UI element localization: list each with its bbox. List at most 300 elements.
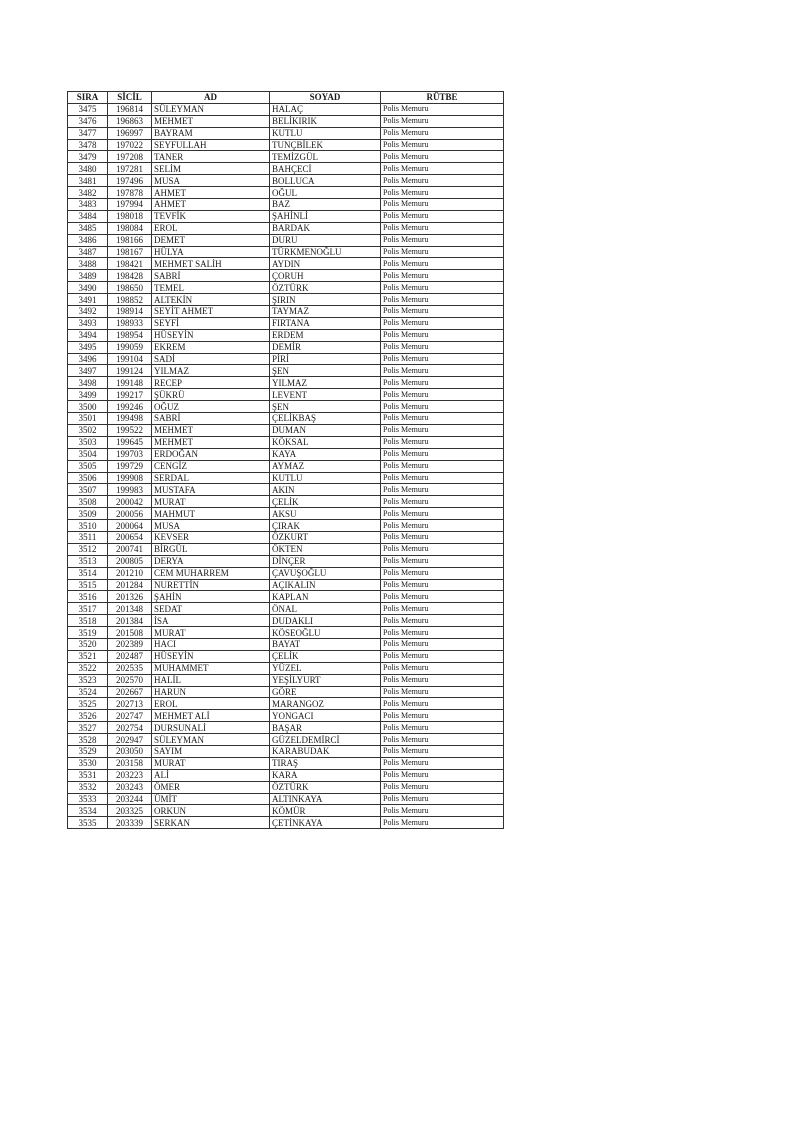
- table-row: [68, 722, 504, 734]
- table-row: [68, 793, 504, 805]
- sira-cell: 3490: [68, 282, 108, 294]
- sira-cell: 3491: [68, 294, 108, 306]
- sicil-cell: 198852: [108, 294, 152, 306]
- table-row: [68, 424, 504, 436]
- sicil-cell: 202667: [108, 686, 152, 698]
- table-row: [68, 615, 504, 627]
- sira-cell: 3510: [68, 520, 108, 532]
- soyad-cell: ÖZTÜRK: [270, 282, 381, 294]
- sira-cell: 3498: [68, 377, 108, 389]
- rutbe-cell: Polis Memuru: [381, 365, 504, 377]
- sicil-cell: 202747: [108, 710, 152, 722]
- sira-cell: 3487: [68, 246, 108, 258]
- table-row: [68, 163, 504, 175]
- rutbe-cell: Polis Memuru: [381, 329, 504, 341]
- rutbe-cell: Polis Memuru: [381, 424, 504, 436]
- ad-cell: ALİ: [152, 769, 270, 781]
- table-row: [68, 555, 504, 567]
- rutbe-cell: Polis Memuru: [381, 734, 504, 746]
- sicil-cell: 200654: [108, 531, 152, 543]
- soyad-cell: KÖSEOĞLU: [270, 627, 381, 639]
- table-row: [68, 734, 504, 746]
- ad-cell: MEHMET: [152, 424, 270, 436]
- table-row: [68, 234, 504, 246]
- sira-cell: 3485: [68, 222, 108, 234]
- soyad-cell: AKIN: [270, 484, 381, 496]
- rutbe-cell: Polis Memuru: [381, 698, 504, 710]
- ad-cell: MURAT: [152, 627, 270, 639]
- rutbe-cell: Polis Memuru: [381, 341, 504, 353]
- table-row: [68, 294, 504, 306]
- ad-cell: SEYFULLAH: [152, 139, 270, 151]
- soyad-cell: GÖRE: [270, 686, 381, 698]
- sicil-cell: 198428: [108, 270, 152, 282]
- ad-cell: DERYA: [152, 555, 270, 567]
- ad-cell: TEVFİK: [152, 210, 270, 222]
- rutbe-cell: Polis Memuru: [381, 745, 504, 757]
- rutbe-cell: Polis Memuru: [381, 187, 504, 199]
- table-row: [68, 805, 504, 817]
- rutbe-cell: Polis Memuru: [381, 603, 504, 615]
- soyad-cell: ÇETİNKAYA: [270, 817, 381, 829]
- sicil-cell: 196997: [108, 127, 152, 139]
- soyad-cell: ÖKTEN: [270, 543, 381, 555]
- sira-cell: 3523: [68, 674, 108, 686]
- soyad-cell: BAŞAR: [270, 722, 381, 734]
- rutbe-cell: Polis Memuru: [381, 710, 504, 722]
- sicil-cell: 201326: [108, 591, 152, 603]
- ad-cell: BAYRAM: [152, 127, 270, 139]
- sicil-cell: 199148: [108, 377, 152, 389]
- soyad-cell: BOLLUCA: [270, 175, 381, 187]
- sira-cell: 3476: [68, 115, 108, 127]
- table-row: [68, 246, 504, 258]
- ad-cell: SABRİ: [152, 413, 270, 425]
- ad-cell: ORKUN: [152, 805, 270, 817]
- sicil-cell: 199217: [108, 389, 152, 401]
- sicil-cell: 199246: [108, 401, 152, 413]
- table-row: [68, 389, 504, 401]
- sira-cell: 3502: [68, 424, 108, 436]
- ad-cell: SERKAN: [152, 817, 270, 829]
- sira-cell: 3482: [68, 187, 108, 199]
- sicil-cell: 202487: [108, 650, 152, 662]
- rutbe-cell: Polis Memuru: [381, 413, 504, 425]
- table-row: [68, 187, 504, 199]
- sicil-cell: 203050: [108, 745, 152, 757]
- rutbe-cell: Polis Memuru: [381, 163, 504, 175]
- sicil-cell: 202713: [108, 698, 152, 710]
- soyad-cell: ALTINKAYA: [270, 793, 381, 805]
- rutbe-cell: Polis Memuru: [381, 543, 504, 555]
- ad-cell: ŞÜKRÜ: [152, 389, 270, 401]
- sira-cell: 3503: [68, 436, 108, 448]
- ad-cell: SÜLEYMAN: [152, 734, 270, 746]
- rutbe-cell: Polis Memuru: [381, 210, 504, 222]
- sicil-cell: 196863: [108, 115, 152, 127]
- table-row: [68, 603, 504, 615]
- soyad-cell: YÜZEL: [270, 662, 381, 674]
- rutbe-cell: Polis Memuru: [381, 591, 504, 603]
- sira-cell: 3481: [68, 175, 108, 187]
- soyad-cell: ÇIRAK: [270, 520, 381, 532]
- rutbe-cell: Polis Memuru: [381, 757, 504, 769]
- sira-cell: 3517: [68, 603, 108, 615]
- ad-cell: SEYİT AHMET: [152, 306, 270, 318]
- sicil-cell: 203244: [108, 793, 152, 805]
- sira-cell: 3505: [68, 460, 108, 472]
- soyad-cell: KUTLU: [270, 127, 381, 139]
- table-row: [68, 103, 504, 115]
- soyad-cell: BARDAK: [270, 222, 381, 234]
- sira-cell: 3500: [68, 401, 108, 413]
- table-row: [68, 460, 504, 472]
- soyad-cell: DURU: [270, 234, 381, 246]
- sira-cell: 3525: [68, 698, 108, 710]
- sicil-cell: 202389: [108, 638, 152, 650]
- soyad-cell: TEMİZGÜL: [270, 151, 381, 163]
- ad-cell: HÜLYA: [152, 246, 270, 258]
- sicil-cell: 199983: [108, 484, 152, 496]
- soyad-cell: AYMAZ: [270, 460, 381, 472]
- sira-cell: 3514: [68, 567, 108, 579]
- table-row: [68, 377, 504, 389]
- table-row: [68, 781, 504, 793]
- ad-cell: MEHMET: [152, 115, 270, 127]
- sicil-cell: 200056: [108, 508, 152, 520]
- sira-cell: 3521: [68, 650, 108, 662]
- ad-cell: AHMET: [152, 199, 270, 211]
- rutbe-cell: Polis Memuru: [381, 282, 504, 294]
- sira-cell: 3495: [68, 341, 108, 353]
- ad-cell: SEDAT: [152, 603, 270, 615]
- rutbe-cell: Polis Memuru: [381, 781, 504, 793]
- soyad-cell: KARA: [270, 769, 381, 781]
- table-row: [68, 769, 504, 781]
- ad-cell: DEMET: [152, 234, 270, 246]
- table-row: [68, 745, 504, 757]
- soyad-cell: MARANGOZ: [270, 698, 381, 710]
- header-rutbe: RÜTBE: [381, 92, 504, 104]
- sira-cell: 3532: [68, 781, 108, 793]
- table-row: [68, 686, 504, 698]
- soyad-cell: ŞEN: [270, 365, 381, 377]
- ad-cell: DURSUNALİ: [152, 722, 270, 734]
- ad-cell: BİRGÜL: [152, 543, 270, 555]
- ad-cell: MEHMET ALİ: [152, 710, 270, 722]
- table-row: [68, 520, 504, 532]
- sira-cell: 3520: [68, 638, 108, 650]
- ad-cell: MEHMET: [152, 436, 270, 448]
- rutbe-cell: Polis Memuru: [381, 555, 504, 567]
- ad-cell: İSA: [152, 615, 270, 627]
- soyad-cell: ÇELİKBAŞ: [270, 413, 381, 425]
- table-row: [68, 531, 504, 543]
- sira-cell: 3530: [68, 757, 108, 769]
- sira-cell: 3486: [68, 234, 108, 246]
- sicil-cell: 198954: [108, 329, 152, 341]
- soyad-cell: PİRİ: [270, 353, 381, 365]
- soyad-cell: DUMAN: [270, 424, 381, 436]
- sicil-cell: 197022: [108, 139, 152, 151]
- table-row: [68, 341, 504, 353]
- table-row: [68, 757, 504, 769]
- sira-cell: 3528: [68, 734, 108, 746]
- sicil-cell: 202947: [108, 734, 152, 746]
- soyad-cell: BELİKIRIK: [270, 115, 381, 127]
- ad-cell: SERDAL: [152, 472, 270, 484]
- table-row: [68, 175, 504, 187]
- ad-cell: MAHMUT: [152, 508, 270, 520]
- soyad-cell: ÖNAL: [270, 603, 381, 615]
- rutbe-cell: Polis Memuru: [381, 389, 504, 401]
- sicil-cell: 199059: [108, 341, 152, 353]
- rutbe-cell: Polis Memuru: [381, 722, 504, 734]
- sicil-cell: 201508: [108, 627, 152, 639]
- ad-cell: TANER: [152, 151, 270, 163]
- rutbe-cell: Polis Memuru: [381, 674, 504, 686]
- ad-cell: ŞAHİN: [152, 591, 270, 603]
- ad-cell: NURETTİN: [152, 579, 270, 591]
- ad-cell: MEHMET SALİH: [152, 258, 270, 270]
- sira-cell: 3496: [68, 353, 108, 365]
- soyad-cell: BAYAT: [270, 638, 381, 650]
- sira-cell: 3534: [68, 805, 108, 817]
- sicil-cell: 199703: [108, 448, 152, 460]
- rutbe-cell: Polis Memuru: [381, 579, 504, 591]
- sira-cell: 3493: [68, 317, 108, 329]
- ad-cell: CENGİZ: [152, 460, 270, 472]
- table-row: [68, 627, 504, 639]
- table-row: [68, 258, 504, 270]
- table-row: [68, 139, 504, 151]
- soyad-cell: ÇELİK: [270, 496, 381, 508]
- sira-cell: 3494: [68, 329, 108, 341]
- soyad-cell: ERDEM: [270, 329, 381, 341]
- sira-cell: 3519: [68, 627, 108, 639]
- sira-cell: 3515: [68, 579, 108, 591]
- rutbe-cell: Polis Memuru: [381, 377, 504, 389]
- sicil-cell: 199104: [108, 353, 152, 365]
- soyad-cell: HALAÇ: [270, 103, 381, 115]
- sira-cell: 3480: [68, 163, 108, 175]
- table-row: [68, 698, 504, 710]
- sira-cell: 3475: [68, 103, 108, 115]
- ad-cell: EKREM: [152, 341, 270, 353]
- soyad-cell: KAPLAN: [270, 591, 381, 603]
- sicil-cell: 201284: [108, 579, 152, 591]
- sira-cell: 3492: [68, 306, 108, 318]
- sira-cell: 3497: [68, 365, 108, 377]
- sira-cell: 3504: [68, 448, 108, 460]
- ad-cell: YILMAZ: [152, 365, 270, 377]
- soyad-cell: OĞUL: [270, 187, 381, 199]
- soyad-cell: ŞEN: [270, 401, 381, 413]
- sira-cell: 3483: [68, 199, 108, 211]
- ad-cell: KEVSER: [152, 531, 270, 543]
- sicil-cell: 199522: [108, 424, 152, 436]
- table-row: [68, 115, 504, 127]
- ad-cell: SADİ: [152, 353, 270, 365]
- ad-cell: OĞUZ: [152, 401, 270, 413]
- sicil-cell: 199908: [108, 472, 152, 484]
- rutbe-cell: Polis Memuru: [381, 436, 504, 448]
- ad-cell: MUHAMMET: [152, 662, 270, 674]
- rutbe-cell: Polis Memuru: [381, 638, 504, 650]
- table-header: [68, 92, 504, 104]
- sicil-cell: 197878: [108, 187, 152, 199]
- table-row: [68, 650, 504, 662]
- sicil-cell: 198166: [108, 234, 152, 246]
- soyad-cell: BAHÇECİ: [270, 163, 381, 175]
- ad-cell: SEYFİ: [152, 317, 270, 329]
- sira-cell: 3524: [68, 686, 108, 698]
- rutbe-cell: Polis Memuru: [381, 175, 504, 187]
- sicil-cell: 203325: [108, 805, 152, 817]
- ad-cell: SAYIM: [152, 745, 270, 757]
- table-row: [68, 484, 504, 496]
- header-row: [68, 92, 504, 104]
- rutbe-cell: Polis Memuru: [381, 151, 504, 163]
- soyad-cell: KAYA: [270, 448, 381, 460]
- soyad-cell: TÜRKMENOĞLU: [270, 246, 381, 258]
- rutbe-cell: Polis Memuru: [381, 817, 504, 829]
- sira-cell: 3509: [68, 508, 108, 520]
- ad-cell: HARUN: [152, 686, 270, 698]
- sira-cell: 3526: [68, 710, 108, 722]
- header-soyad: SOYAD: [270, 92, 381, 104]
- table-row: [68, 567, 504, 579]
- sira-cell: 3501: [68, 413, 108, 425]
- ad-cell: HALİL: [152, 674, 270, 686]
- ad-cell: HACI: [152, 638, 270, 650]
- soyad-cell: AÇIKALIN: [270, 579, 381, 591]
- sicil-cell: 201348: [108, 603, 152, 615]
- table-row: [68, 127, 504, 139]
- soyad-cell: KÖMÜR: [270, 805, 381, 817]
- sira-cell: 3516: [68, 591, 108, 603]
- sira-cell: 3499: [68, 389, 108, 401]
- soyad-cell: LEVENT: [270, 389, 381, 401]
- sicil-cell: 197496: [108, 175, 152, 187]
- sicil-cell: 198933: [108, 317, 152, 329]
- rutbe-cell: Polis Memuru: [381, 234, 504, 246]
- sira-cell: 3508: [68, 496, 108, 508]
- sira-cell: 3512: [68, 543, 108, 555]
- personnel-table: [67, 91, 504, 829]
- sira-cell: 3488: [68, 258, 108, 270]
- sicil-cell: 199645: [108, 436, 152, 448]
- rutbe-cell: Polis Memuru: [381, 222, 504, 234]
- sira-cell: 3489: [68, 270, 108, 282]
- rutbe-cell: Polis Memuru: [381, 793, 504, 805]
- ad-cell: HÜSEYİN: [152, 650, 270, 662]
- rutbe-cell: Polis Memuru: [381, 246, 504, 258]
- table-row: [68, 353, 504, 365]
- rutbe-cell: Polis Memuru: [381, 294, 504, 306]
- sira-cell: 3477: [68, 127, 108, 139]
- table-row: [68, 210, 504, 222]
- table-row: [68, 638, 504, 650]
- table-row: [68, 222, 504, 234]
- sicil-cell: 198421: [108, 258, 152, 270]
- sicil-cell: 199729: [108, 460, 152, 472]
- rutbe-cell: Polis Memuru: [381, 317, 504, 329]
- soyad-cell: BAZ: [270, 199, 381, 211]
- sicil-cell: 203158: [108, 757, 152, 769]
- rutbe-cell: Polis Memuru: [381, 353, 504, 365]
- sira-cell: 3479: [68, 151, 108, 163]
- table-row: [68, 591, 504, 603]
- table-row: [68, 413, 504, 425]
- sicil-cell: 196814: [108, 103, 152, 115]
- sira-cell: 3522: [68, 662, 108, 674]
- ad-cell: ALTEKİN: [152, 294, 270, 306]
- soyad-cell: DUDAKLI: [270, 615, 381, 627]
- sicil-cell: 197281: [108, 163, 152, 175]
- rutbe-cell: Polis Memuru: [381, 567, 504, 579]
- rutbe-cell: Polis Memuru: [381, 460, 504, 472]
- table-row: [68, 579, 504, 591]
- rutbe-cell: Polis Memuru: [381, 520, 504, 532]
- sicil-cell: 198167: [108, 246, 152, 258]
- soyad-cell: ÇAVUŞOĞLU: [270, 567, 381, 579]
- rutbe-cell: Polis Memuru: [381, 448, 504, 460]
- soyad-cell: TAYMAZ: [270, 306, 381, 318]
- rutbe-cell: Polis Memuru: [381, 199, 504, 211]
- sicil-cell: 198650: [108, 282, 152, 294]
- table-row: [68, 543, 504, 555]
- table-row: [68, 436, 504, 448]
- rutbe-cell: Polis Memuru: [381, 270, 504, 282]
- soyad-cell: DEMİR: [270, 341, 381, 353]
- sira-cell: 3533: [68, 793, 108, 805]
- ad-cell: EROL: [152, 698, 270, 710]
- table-row: [68, 199, 504, 211]
- rutbe-cell: Polis Memuru: [381, 805, 504, 817]
- sira-cell: 3527: [68, 722, 108, 734]
- sicil-cell: 200805: [108, 555, 152, 567]
- sicil-cell: 200042: [108, 496, 152, 508]
- rutbe-cell: Polis Memuru: [381, 615, 504, 627]
- soyad-cell: GÜZELDEMİRCİ: [270, 734, 381, 746]
- sicil-cell: 203339: [108, 817, 152, 829]
- sira-cell: 3529: [68, 745, 108, 757]
- ad-cell: HÜSEYİN: [152, 329, 270, 341]
- table-row: [68, 674, 504, 686]
- rutbe-cell: Polis Memuru: [381, 472, 504, 484]
- ad-cell: MURAT: [152, 757, 270, 769]
- soyad-cell: AKSU: [270, 508, 381, 520]
- soyad-cell: YEŞİLYURT: [270, 674, 381, 686]
- rutbe-cell: Polis Memuru: [381, 103, 504, 115]
- table-row: [68, 365, 504, 377]
- sira-cell: 3484: [68, 210, 108, 222]
- rutbe-cell: Polis Memuru: [381, 401, 504, 413]
- table-row: [68, 710, 504, 722]
- header-ad: AD: [152, 92, 270, 104]
- ad-cell: ERDOĞAN: [152, 448, 270, 460]
- soyad-cell: YILMAZ: [270, 377, 381, 389]
- header-sira: SIRA: [68, 92, 108, 104]
- sicil-cell: 202535: [108, 662, 152, 674]
- rutbe-cell: Polis Memuru: [381, 306, 504, 318]
- ad-cell: AHMET: [152, 187, 270, 199]
- sicil-cell: 200064: [108, 520, 152, 532]
- sicil-cell: 203243: [108, 781, 152, 793]
- rutbe-cell: Polis Memuru: [381, 769, 504, 781]
- rutbe-cell: Polis Memuru: [381, 496, 504, 508]
